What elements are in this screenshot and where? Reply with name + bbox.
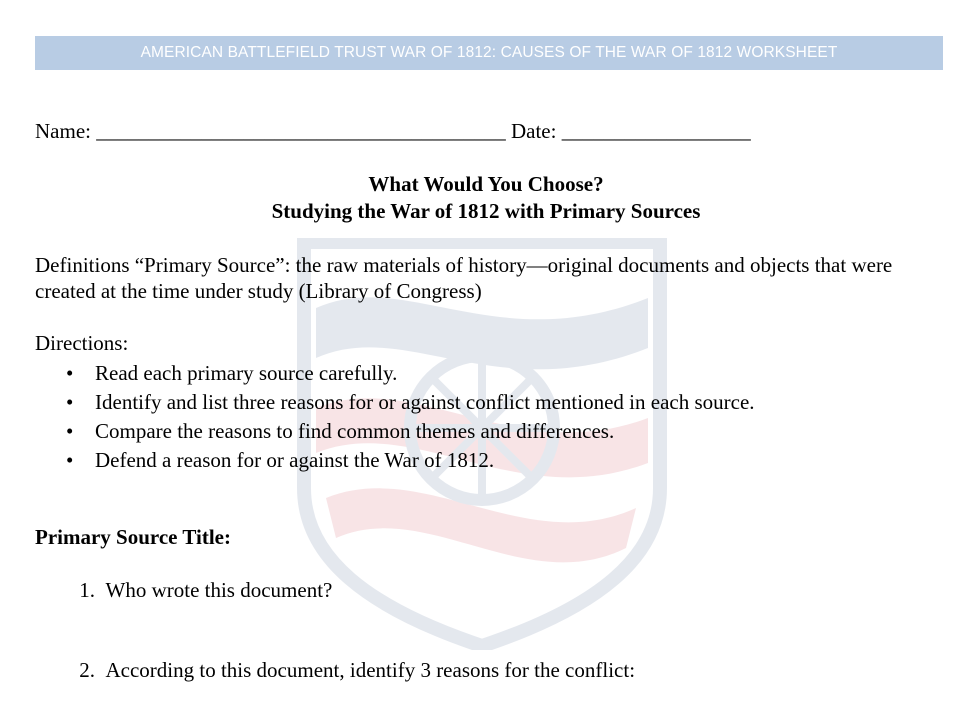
directions-item-text: Defend a reason for or against the War of 1812. <box>95 448 495 472</box>
directions-item <box>35 417 755 446</box>
directions-list <box>35 359 755 475</box>
question-item <box>35 657 635 683</box>
directions-item <box>35 446 755 475</box>
question-text: Who wrote this document? <box>105 578 333 602</box>
question-number: 2. <box>79 658 95 682</box>
definitions-paragraph: Definitions “Primary Source”: the raw materials of history—original documents and objects that were created at the time under study (Library of Congress) <box>35 253 893 303</box>
bullet-icon: • <box>66 390 74 414</box>
directions-item-text: Identify and list three reasons for or against conflict mentioned in each source. <box>95 390 755 414</box>
question-number: 1. <box>79 578 95 602</box>
worksheet-title: What Would You Choose? <box>368 172 604 196</box>
directions-item <box>35 388 755 417</box>
bullet-icon: • <box>66 419 74 443</box>
bullet-icon: • <box>66 448 74 472</box>
directions-item <box>35 359 755 388</box>
primary-source-title-label: Primary Source Title: <box>35 525 231 549</box>
directions-item-text: Compare the reasons to find common themes and differences. <box>95 419 615 443</box>
bullet-icon: • <box>66 361 74 385</box>
directions-label: Directions: <box>35 331 129 355</box>
question-text: According to this document, identify 3 reasons for the conflict: <box>105 658 636 682</box>
worksheet-header-bar: AMERICAN BATTLEFIELD TRUST WAR OF 1812: CAUSES OF THE WAR OF 1812 WORKSHEET <box>35 36 943 70</box>
directions-item-text: Read each primary source carefully. <box>95 361 398 385</box>
name-date-line: Name: _______________________________________ Date: __________________ <box>35 119 751 143</box>
worksheet-subtitle: Studying the War of 1812 with Primary Sources <box>271 199 701 223</box>
question-item <box>35 577 332 603</box>
